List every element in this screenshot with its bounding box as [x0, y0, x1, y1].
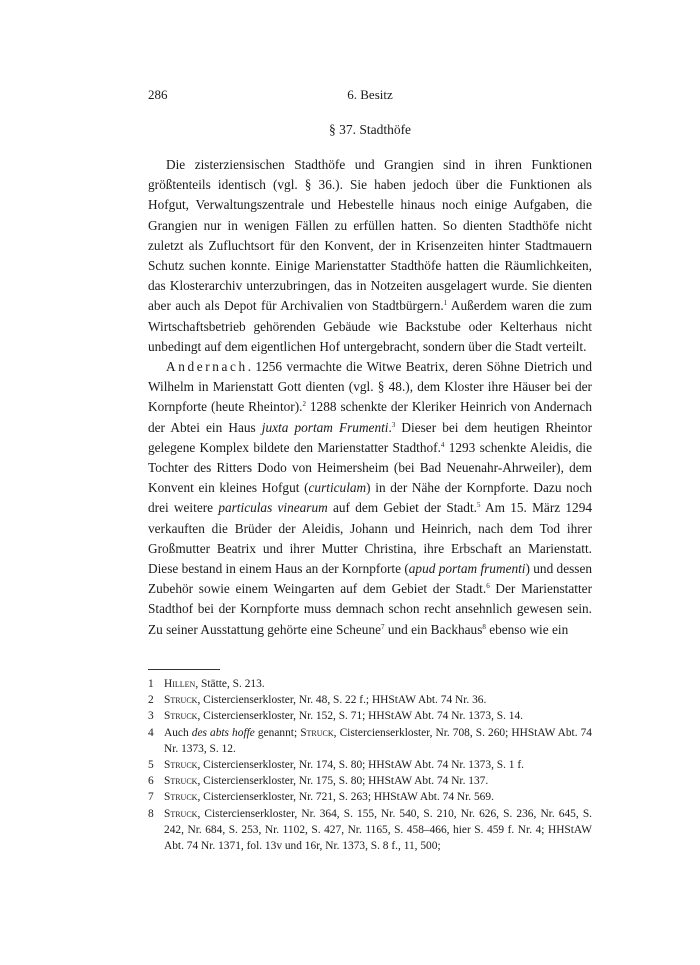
- section-title: § 37. Stadthöfe: [328, 122, 412, 137]
- footnote: 3 Struck, Cistercienserkloster, Nr. 152, S. 71; HHStAW Abt. 74 Nr. 1373, S. 14.: [148, 710, 524, 723]
- body-text: [148, 155, 592, 640]
- footnote-ref: 7: [381, 622, 385, 631]
- footnote: 2 Struck, Cistercienserkloster, Nr. 48, S. 22 f.; HHStAW Abt. 74 Nr. 36.: [148, 694, 487, 707]
- latin-quote: juxta portam Frumenti: [261, 419, 389, 435]
- footnotes: [148, 676, 592, 854]
- footnote-ref: 2: [302, 400, 306, 409]
- footnote: 6 Struck, Cistercienserkloster, Nr. 175, S. 80; HHStAW Abt. 74 Nr. 137.: [148, 775, 489, 788]
- footnote-ref: 8: [482, 622, 486, 631]
- paragraph-andernach: Andernach. 1256 vermachte die Witwe Beatrix, deren Söhne Dietrich und Wilhelm in Marienstatt Gott dienten (vgl. § 48.), dem Kloster ihre Häuser bei der Kornpforte (heute Rheintor).$^2$ 1288 schenkte der Kleriker Heinrich von Andernach der Abtei ein Haus juxta portam Frumenti.$^3$ Dieser bei dem heutigen Rheintor gelegene Komplex bildete den Marienstatter Stadthof.$^4$ 1293 schenkte Aleidis, die Tochter des Ritters Dodo von Heimersheim (bei Bad Neuenahr-Ahrweiler), dem Konvent ein kleines Hofgut (curticulam) in der Nähe der Kornpforte. Dazu noch drei weitere particulas vinearum auf dem Gebiet der Stadt.$^5$ Am 15. März 1294 verkauften die Brüder der Aleidis, Johann und Heinrich, nach dem Tod ihrer Großmutter Beatrix und ihrer Mutter Christina, ihre Erbschaft an Marienstatt. Diese bestand in einem Haus an der Kornpforte (apud portam frumenti) und dessen Zubehör sowie einem Weingarten auf dem Gebiet der Stadt.$^6$ Der Marienstatter Stadthof bei der Kornpforte muss demnach schon recht ansehnlich gewesen sein. Zu seiner Ausstattung gehörte eine Scheune$^7$ und ein Backhaus$^8$ ebenso wie ein: [148, 359, 593, 637]
- footnote-ref: 3: [391, 420, 396, 429]
- footnote: 8 Struck, Cistercienserkloster, Nr. 364, S. 155, Nr. 540, S. 210, Nr. 626, S. 236, Nr. 645, S. 242, Nr. 684, S. 253, Nr. 1102, S. 427, Nr. 1165, S. 458–466, hier S. 459 f. Nr. 4; HHStAW Abt. 74 Nr. 1371, fol. 13v und 16r, Nr. 1373, S. 8 f., 11, 500;: [148, 807, 592, 853]
- footnote: 4 Auch des abts hoffe genannt; Struck, Cistercienserkloster, Nr. 708, S. 260; HHStAW Abt. 74 Nr. 1373, S. 12.: [148, 726, 592, 755]
- latin-quote: curticulam: [308, 480, 367, 496]
- footnote: 5 Struck, Cistercienserkloster, Nr. 174, S. 80; HHStAW Abt. 74 Nr. 1373, S. 1 f.: [148, 759, 524, 772]
- footnote-divider: [148, 669, 220, 670]
- footnote-ref: 5: [476, 501, 481, 510]
- paragraph-intro: Die zisterziensischen Stadthöfe und Grangien sind in ihren Funktionen größtenteils identisch (vgl. § 36.). Sie haben jedoch über die Funktionen als Hofgut, Verwaltungszentrale und Hebestelle hinaus noch einige Aufgaben, die Grangien nur in wenigen Fällen zu erfüllen hatten. So dienten Stadthöfe nicht zuletzt als Zufluchtsort für den Konvent, der in Krisenzeiten hinter Stadtmauern Schutz suchen konnte. Einige Marienstatter Stadthöfe hatten die Räumlichkeiten, das Klosterarchiv unterzubringen, das in Notzeiten ausgelagert wurde. Sie dienten aber auch als Depot für Archivalien von Stadtbürgern.$^1$ Außerdem waren die zum Wirtschaftsbetrieb gehörenden Gebäude wie Backstube oder Kelterhaus nicht unbedingt auf dem eigentlichen Hof untergebracht, sondern über die Stadt verteilt.: [148, 157, 592, 354]
- running-head: 6. Besitz: [347, 87, 393, 102]
- page-header: [148, 87, 592, 107]
- latin-quote: apud portam frumenti: [408, 561, 526, 577]
- latin-quote: particulas vinearum: [218, 500, 328, 516]
- footnote: 1 Hillen, Stätte, S. 213.: [148, 678, 265, 690]
- footnote-ref: 6: [486, 582, 490, 591]
- page-number: 286: [148, 87, 168, 102]
- footnote-ref: 4: [440, 440, 445, 449]
- footnote: 7 Struck, Cistercienserkloster, Nr. 721, S. 263; HHStAW Abt. 74 Nr. 569.: [148, 791, 494, 804]
- footnote-ref: 1: [443, 299, 448, 308]
- place-name: Andernach: [166, 359, 248, 375]
